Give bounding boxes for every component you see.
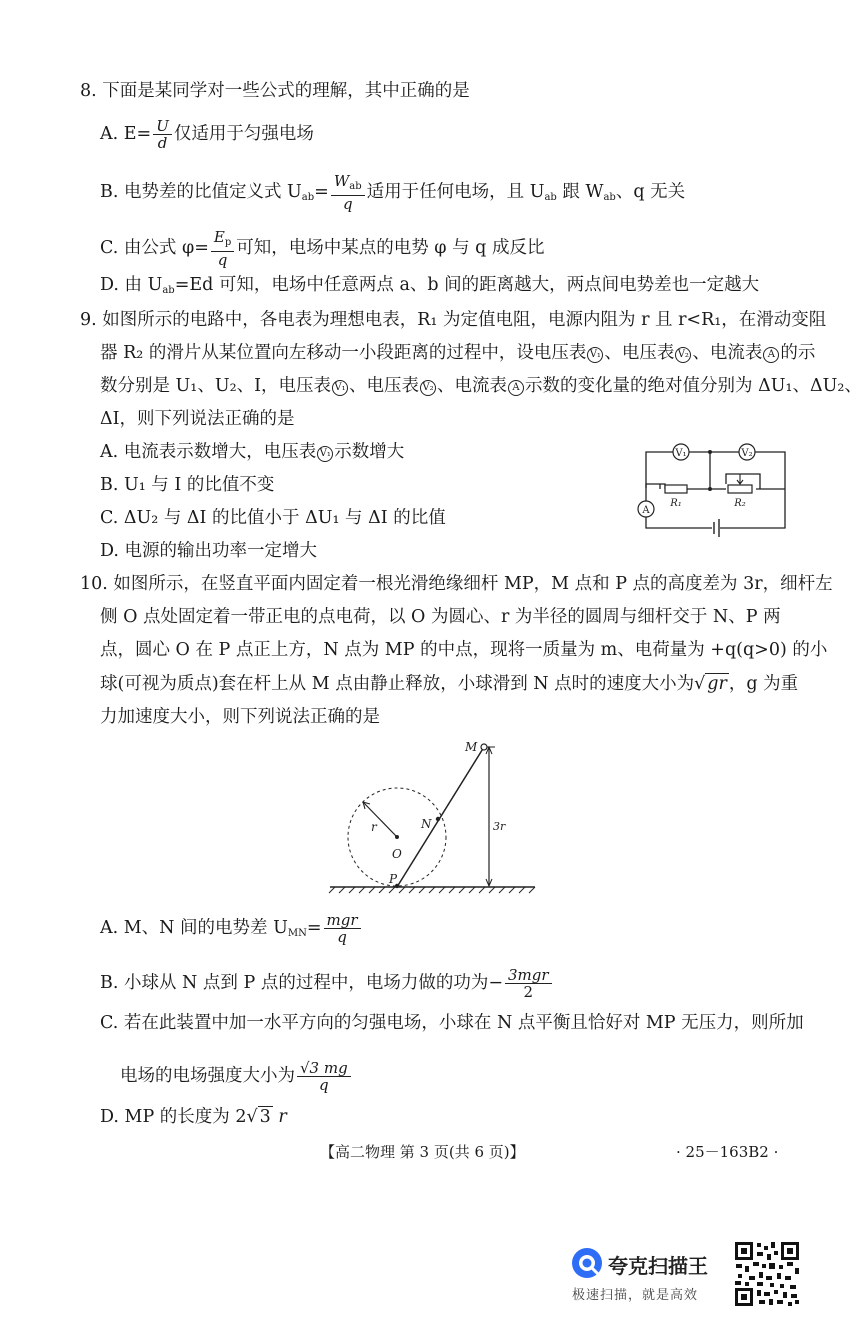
q9-line-2: 器 R₂ 的滑片从某位置向左移动一小段距离的过程中，设电压表 V₁ 、电压表 V₂ 、电流表 A 的示 (100, 343, 816, 363)
q8-option-b: B. 电势差的比值定义式 $U_{ab}=$ $\frac{W_{ab}}{q}$ 适用于任何电场，且 $U_{ab}$ 跟 $W_{ab}$、q 无关 (100, 172, 686, 213)
q8-option-d: D. 由 $U_{ab}=Ed$ 可知，电场中任意两点 a、b 间的距离越大，两点间电势差也一定越大 (100, 275, 760, 296)
q9-option-a: A. 电流表示数增大，电压表 V₁ 示数增大 (100, 442, 405, 462)
q9-line-4: ΔI，则下列说法正确的是 (100, 409, 295, 429)
radius-line (363, 802, 397, 837)
q10-option-a: A. M、N 间的电势差 $U_{MN}=$ $\frac{\text{mgr}}{q}$ (100, 912, 363, 945)
svg-text:M: M (465, 740, 478, 754)
page-footer: 【高二物理 第 3 页(共 6 页)】 (320, 1143, 525, 1161)
q9-line-1: 9. 如图所示的电路中，各电表为理想电表，R₁ 为定值电阻，电源内阻为 r 且 r<R₁，在滑动变阻 (80, 310, 827, 330)
q10-line-3: 点，圆心 O 在 P 点正上方，N 点为 MP 的中点，现将一质量为 m、电荷量为 +q(q>0) 的小 (100, 640, 828, 660)
q10-line-4: 球(可视为质点)套在杆上从 M 点由静止释放，小球滑到 N 点时的速度大小为√ gr ，g 为重 (100, 674, 799, 694)
resistor-r1 (665, 485, 687, 493)
q10-option-c-line-1: C. 若在此装置中加一水平方向的匀强电场，小球在 N 点平衡且恰好对 MP 无压力，则所加 (100, 1013, 804, 1033)
q8-option-a: A. E= $\frac{U}{d}$ 仅适用于匀强电场 (100, 117, 314, 152)
q8-option-c: C. 由公式 φ= $\frac{E_p}{q}$ 可知，电场中某点的电势 φ 与 q 成反比 (100, 228, 545, 269)
svg-text:A: A (642, 505, 650, 516)
svg-text:O: O (392, 847, 402, 861)
slider-arrow (737, 474, 743, 484)
q10-option-c-line-2: 电场的电场强度大小为 $\frac{√3 mg}{q}$ (120, 1060, 353, 1093)
svg-text:V₁: V₁ (675, 448, 687, 459)
svg-text:r: r (371, 820, 377, 834)
scanner-brand-name: 夸克扫描王 (608, 1254, 708, 1278)
q9-option-d: D. 电源的输出功率一定增大 (100, 541, 318, 561)
resistor-r2 (728, 485, 752, 493)
q10-line-1: 10. 如图所示，在竖直平面内固定着一根光滑绝缘细杆 MP，M 点和 P 点的高度差为 3r，细杆左 (80, 574, 833, 594)
q9-option-b: B. U₁ 与 I 的比值不变 (100, 475, 275, 495)
svg-text:3r: 3r (493, 820, 506, 833)
q10-line-2: 侧 O 点处固定着一带正电的点电荷，以 O 为圆心、r 为半径的圆周与细杆交于 N、P 两 (100, 607, 781, 627)
q10-option-d: D. MP 的长度为 2√ 3 r (100, 1107, 287, 1127)
q10-option-b: B. 小球从 N 点到 P 点的过程中，电场力做的功为− $\frac{\text{3mgr}}{2}$ (100, 967, 554, 1000)
svg-text:V₂: V₂ (741, 448, 753, 459)
circuit-diagram (630, 436, 790, 546)
svg-text:P: P (389, 872, 398, 886)
q8-stem: 8. 下面是某同学对一些公式的理解，其中正确的是 (80, 81, 470, 101)
page-code: · 25－163B2 · (676, 1143, 779, 1161)
svg-text:R₁: R₁ (670, 498, 682, 509)
scanner-watermark (570, 1246, 730, 1306)
svg-text:N: N (421, 817, 432, 831)
q9-line-3: 数分别是 U₁、U₂、I，电压表 V₁ 、电压表 V₂ 、电流表 A 示数的变化量的绝对值分别为 ΔU₁、ΔU₂、 (100, 376, 862, 396)
rod-mp (397, 747, 484, 887)
battery (714, 519, 719, 537)
qr-code-icon (733, 1240, 801, 1308)
q10-line-5: 力加速度大小，则下列说法正确的是 (100, 707, 380, 727)
scanner-logo-icon (570, 1246, 604, 1280)
scanner-slogan: 极速扫描，就是高效 (572, 1288, 699, 1303)
rod-figure (325, 735, 540, 895)
q9-option-c: C. ΔU₂ 与 ΔI 的比值小于 ΔU₁ 与 ΔI 的比值 (100, 508, 446, 528)
svg-text:R₂: R₂ (734, 498, 746, 509)
